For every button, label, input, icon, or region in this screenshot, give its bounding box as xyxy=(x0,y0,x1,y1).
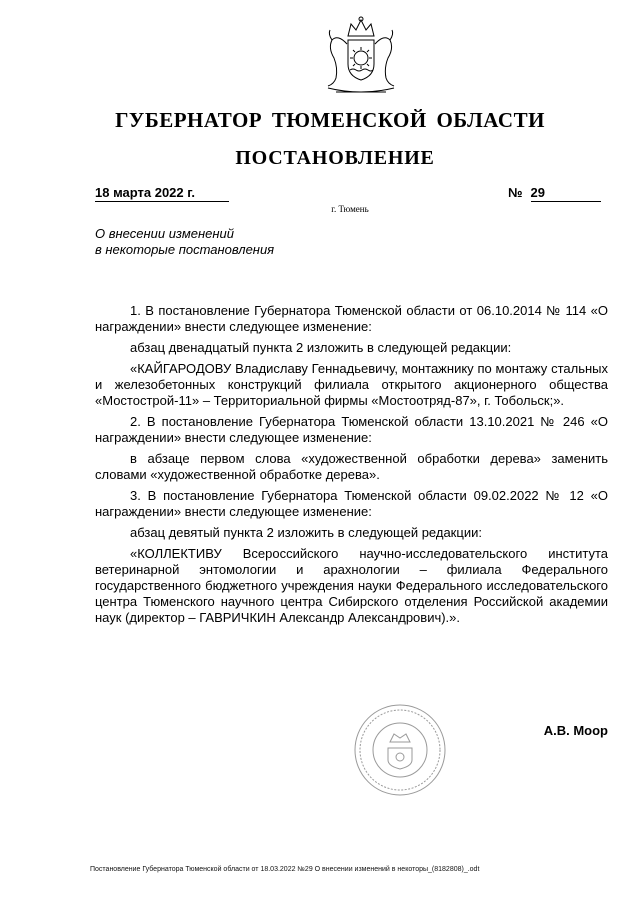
number-value: 29 xyxy=(531,185,601,202)
paragraph: «КАЙГАРОДОВУ Владиславу Геннадьевичу, монтажнику по монтажу стальных и железобетонных конструкций филиала открытого акционерного общества «Мостострой-11» – Территориальной фирмы «Мостоотряд-87», г. Тобольск;». xyxy=(95,361,608,408)
coat-of-arms-icon xyxy=(318,14,404,98)
signature-name: А.В. Моор xyxy=(543,723,608,738)
paragraph: 2. В постановление Губернатора Тюменской области 13.10.2021 № 246 «О награждении» внести следующее изменение: xyxy=(95,414,608,445)
official-seal-icon xyxy=(352,702,448,798)
number-label: № xyxy=(508,185,523,200)
city-label: г. Тюмень xyxy=(331,204,369,214)
paragraph: 1. В постановление Губернатора Тюменской области от 06.10.2014 № 114 «О награждении» внести следующее изменение: xyxy=(95,303,608,334)
issuer-title: ГУБЕРНАТОР ТЮМЕНСКОЙ ОБЛАСТИ xyxy=(115,108,545,132)
document-date: 18 марта 2022 г. xyxy=(95,185,229,202)
paragraph: абзац двенадцатый пункта 2 изложить в следующей редакции: xyxy=(130,340,512,355)
subject-line: в некоторые постановления xyxy=(95,242,275,257)
subject-line: О внесении изменений xyxy=(95,226,234,241)
paragraph: 3. В постановление Губернатора Тюменской области 09.02.2022 № 12 «О награждении» внести следующее изменение: xyxy=(95,488,608,519)
document-number xyxy=(508,185,604,202)
document-type: ПОСТАНОВЛЕНИЕ xyxy=(235,147,435,169)
paragraph: абзац девятый пункта 2 изложить в следующей редакции: xyxy=(130,525,482,540)
paragraph: в абзаце первом слова «художественной обработки дерева» заменить словами «художественной обработке дерева». xyxy=(95,451,608,482)
paragraph: «КОЛЛЕКТИВУ Всероссийского научно-исследовательского института ветеринарной энтомологии и арахнологии – филиала Федерального государственного бюджетного учреждения науки Федерального исследовательского центра Тюменского научного центра Сибирского отделения Российской академии наук (директор – ГАВРИЧКИН Александр Александрович).». xyxy=(95,546,608,625)
file-footer: Постановление Губернатора Тюменской области от 18.03.2022 №29 О внесении изменений в некоторы_(8182808)_.odt xyxy=(90,866,480,873)
document-subject xyxy=(95,226,274,258)
document-body xyxy=(95,303,608,631)
